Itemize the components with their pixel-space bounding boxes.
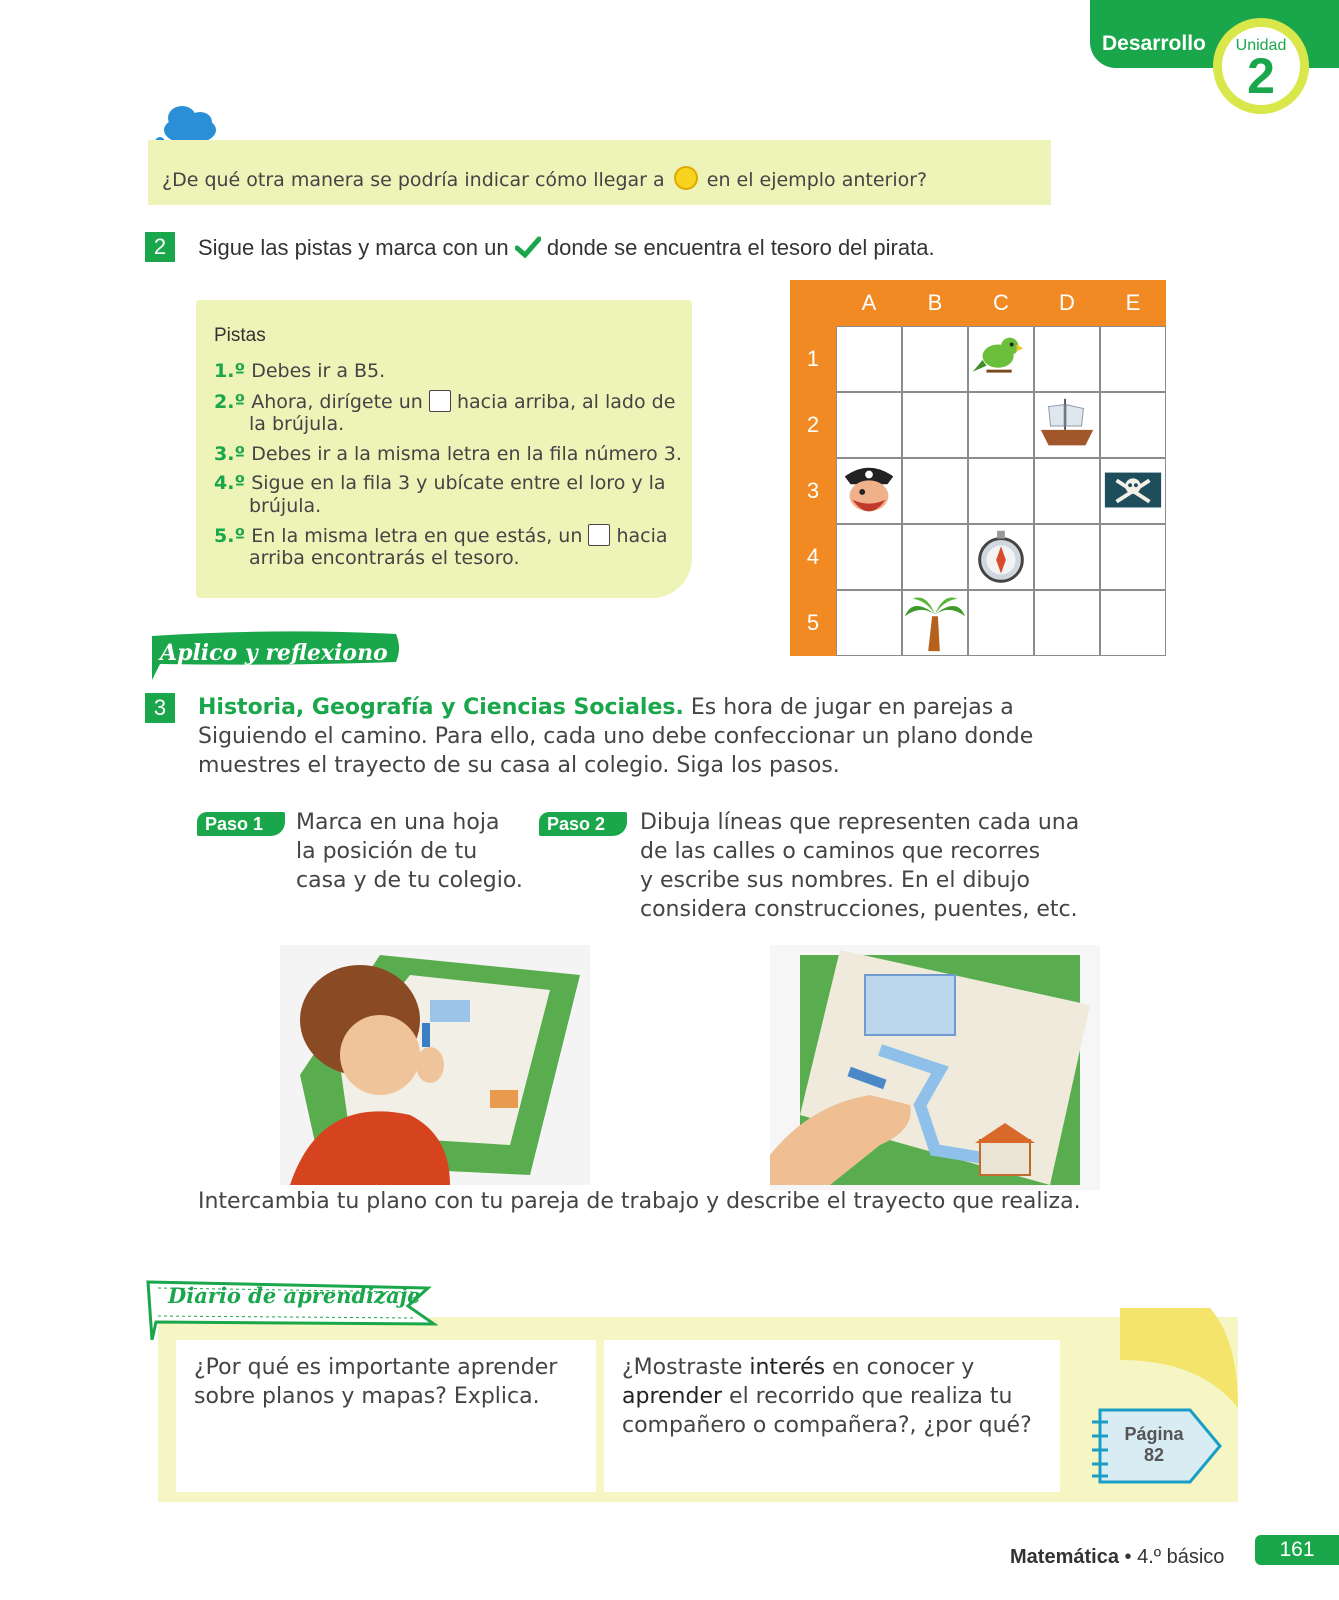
footer-separator: • — [1124, 1546, 1132, 1568]
question-line: sobre planos y mapas? Explica. — [194, 1384, 540, 1409]
grid-cell-C2[interactable] — [968, 392, 1034, 458]
grid-cell-A4[interactable] — [836, 524, 902, 590]
clue-number: 4.º — [214, 472, 246, 494]
row-header: 4 — [790, 524, 836, 590]
column-header: C — [968, 280, 1034, 326]
activity-paragraph — [198, 693, 1033, 780]
clue-continuation: la brújula. — [249, 413, 345, 435]
pirate-icon — [837, 459, 901, 523]
clue-text: En la misma letra en que estás, un — [251, 525, 583, 547]
step-text — [640, 808, 1079, 924]
footer-subject: Matemática — [1010, 1546, 1119, 1568]
page-curl — [1120, 1300, 1240, 1410]
clue-text: Ahora, dirígete un — [251, 391, 423, 413]
diario-question — [194, 1353, 557, 1411]
clue-item — [214, 390, 675, 414]
grid-cell-A2[interactable] — [836, 392, 902, 458]
grid-cell-C5[interactable] — [968, 590, 1034, 656]
section-tag: Aplico y reflexiono — [160, 640, 388, 666]
grid-cell-B4[interactable] — [902, 524, 968, 590]
instruction-start: Sigue las pistas y marca con un — [198, 235, 509, 260]
question-emphasis: interés — [749, 1355, 826, 1380]
step-label: Paso 2 — [539, 812, 627, 836]
clue-text: Sigue en la fila 3 y ubícate entre el loro y la — [251, 472, 666, 494]
paragraph-line: Siguiendo el camino. Para ello, cada uno debe confeccionar un plano donde — [198, 724, 1034, 749]
parrot-icon — [969, 327, 1033, 391]
clue-text: hacia arriba, al lado de — [456, 391, 676, 413]
grid-cell-D5[interactable] — [1034, 590, 1100, 656]
clue-number: 1.º — [214, 360, 246, 382]
column-header: B — [902, 280, 968, 326]
unit-label: Unidad — [1235, 37, 1287, 54]
clue-item — [214, 360, 385, 383]
grid-cell-A5[interactable] — [836, 590, 902, 656]
clue-text: Debes ir a B5. — [251, 360, 386, 382]
step-line: de las calles o caminos que recorres — [640, 839, 1041, 864]
ship-icon — [1035, 393, 1099, 457]
clue-text: Debes ir a la misma letra en la fila número 3. — [251, 443, 682, 465]
page-reference-label: Página — [1124, 1424, 1184, 1444]
grid-cell-B1[interactable] — [902, 326, 968, 392]
clue-continuation: brújula. — [249, 495, 322, 517]
question-text: en conocer y — [832, 1355, 975, 1380]
activity-number: 3 — [145, 693, 175, 723]
treasure-flag-icon — [1101, 459, 1165, 523]
grid-cell-D4[interactable] — [1034, 524, 1100, 590]
grid-cell-A1[interactable] — [836, 326, 902, 392]
unit-badge — [1213, 18, 1309, 114]
grid-cell-E5[interactable] — [1100, 590, 1166, 656]
grid-cell-B2[interactable] — [902, 392, 968, 458]
clue-continuation: arriba encontrarás el tesoro. — [249, 547, 520, 569]
paragraph-line: Es hora de jugar en parejas a — [690, 695, 1014, 720]
page-reference-text — [1104, 1424, 1204, 1466]
row-header: 3 — [790, 458, 836, 524]
clue-item — [214, 443, 682, 466]
column-header: D — [1034, 280, 1100, 326]
paragraph-line: muestres el trayecto de su casa al colegio. Siga los pasos. — [198, 753, 840, 778]
unit-number: 2 — [1247, 48, 1275, 104]
row-header: 2 — [790, 392, 836, 458]
compass-icon — [969, 525, 1033, 589]
row-header: 1 — [790, 326, 836, 392]
diario-question — [622, 1353, 1032, 1440]
treasure-grid — [790, 280, 1170, 664]
activity-instruction — [198, 235, 935, 261]
exchange-instruction: Intercambia tu plano con tu pareja de trabajo y describe el trayecto que realiza. — [198, 1189, 1081, 1214]
column-header: A — [836, 280, 902, 326]
step-line: la posición de tu — [296, 839, 478, 864]
diario-title: Diario de aprendizaje — [168, 1283, 421, 1308]
section-label: Desarrollo — [1102, 32, 1206, 55]
square-icon — [588, 524, 610, 546]
clue-number: 3.º — [214, 443, 246, 465]
grid-cell-E1[interactable] — [1100, 326, 1166, 392]
grid-cell-E2[interactable] — [1100, 392, 1166, 458]
footer — [1010, 1546, 1224, 1569]
question-text: el recorrido que realiza tu — [729, 1384, 1013, 1409]
grid-cell-C3[interactable] — [968, 458, 1034, 524]
question-text: compañero o compañera?, ¿por qué? — [622, 1413, 1032, 1438]
page-reference-number: 82 — [1143, 1445, 1165, 1465]
boy-drawing-illustration — [280, 945, 590, 1185]
clue-number: 5.º — [214, 525, 246, 547]
step-line: Dibuja líneas que representen cada una — [640, 810, 1080, 835]
grid-cell-B3[interactable] — [902, 458, 968, 524]
subject-label: Historia, Geografía y Ciencias Sociales. — [198, 695, 684, 720]
sun-icon — [674, 166, 698, 190]
clue-number: 2.º — [214, 391, 246, 413]
question-line: ¿Por qué es importante aprender — [194, 1355, 558, 1380]
page-number: 161 — [1255, 1535, 1339, 1565]
question-text-start: ¿De qué otra manera se podría indicar cómo llegar a — [162, 169, 665, 191]
question-emphasis: aprender — [622, 1384, 723, 1409]
activity-number: 2 — [145, 232, 175, 262]
palm-tree-icon — [903, 591, 967, 655]
instruction-end: donde se encuentra el tesoro del pirata. — [546, 235, 935, 260]
step-line: Marca en una hoja — [296, 810, 500, 835]
step-line: y escribe sus nombres. En el dibujo — [640, 868, 1030, 893]
step-label: Paso 1 — [197, 812, 285, 836]
grid-cell-D1[interactable] — [1034, 326, 1100, 392]
clues-title: Pistas — [214, 325, 266, 346]
question-text-end: en el ejemplo anterior? — [706, 169, 928, 191]
grid-corner — [790, 280, 836, 326]
column-header: E — [1100, 280, 1166, 326]
clue-text: hacia — [616, 525, 668, 547]
clue-item — [214, 524, 668, 548]
row-header: 5 — [790, 590, 836, 656]
checkmark-icon — [515, 236, 541, 258]
reflection-question — [162, 166, 927, 191]
step-line: casa y de tu colegio. — [296, 868, 523, 893]
clue-item — [214, 472, 666, 495]
grid-cell-E4[interactable] — [1100, 524, 1166, 590]
question-text: ¿Mostraste — [622, 1355, 743, 1380]
step-text — [296, 808, 523, 895]
step-line: considera construcciones, puentes, etc. — [640, 897, 1078, 922]
map-drawing-illustration — [770, 945, 1100, 1190]
grid-cell-D3[interactable] — [1034, 458, 1100, 524]
square-icon — [429, 390, 451, 412]
footer-grade: 4.º básico — [1137, 1546, 1225, 1568]
